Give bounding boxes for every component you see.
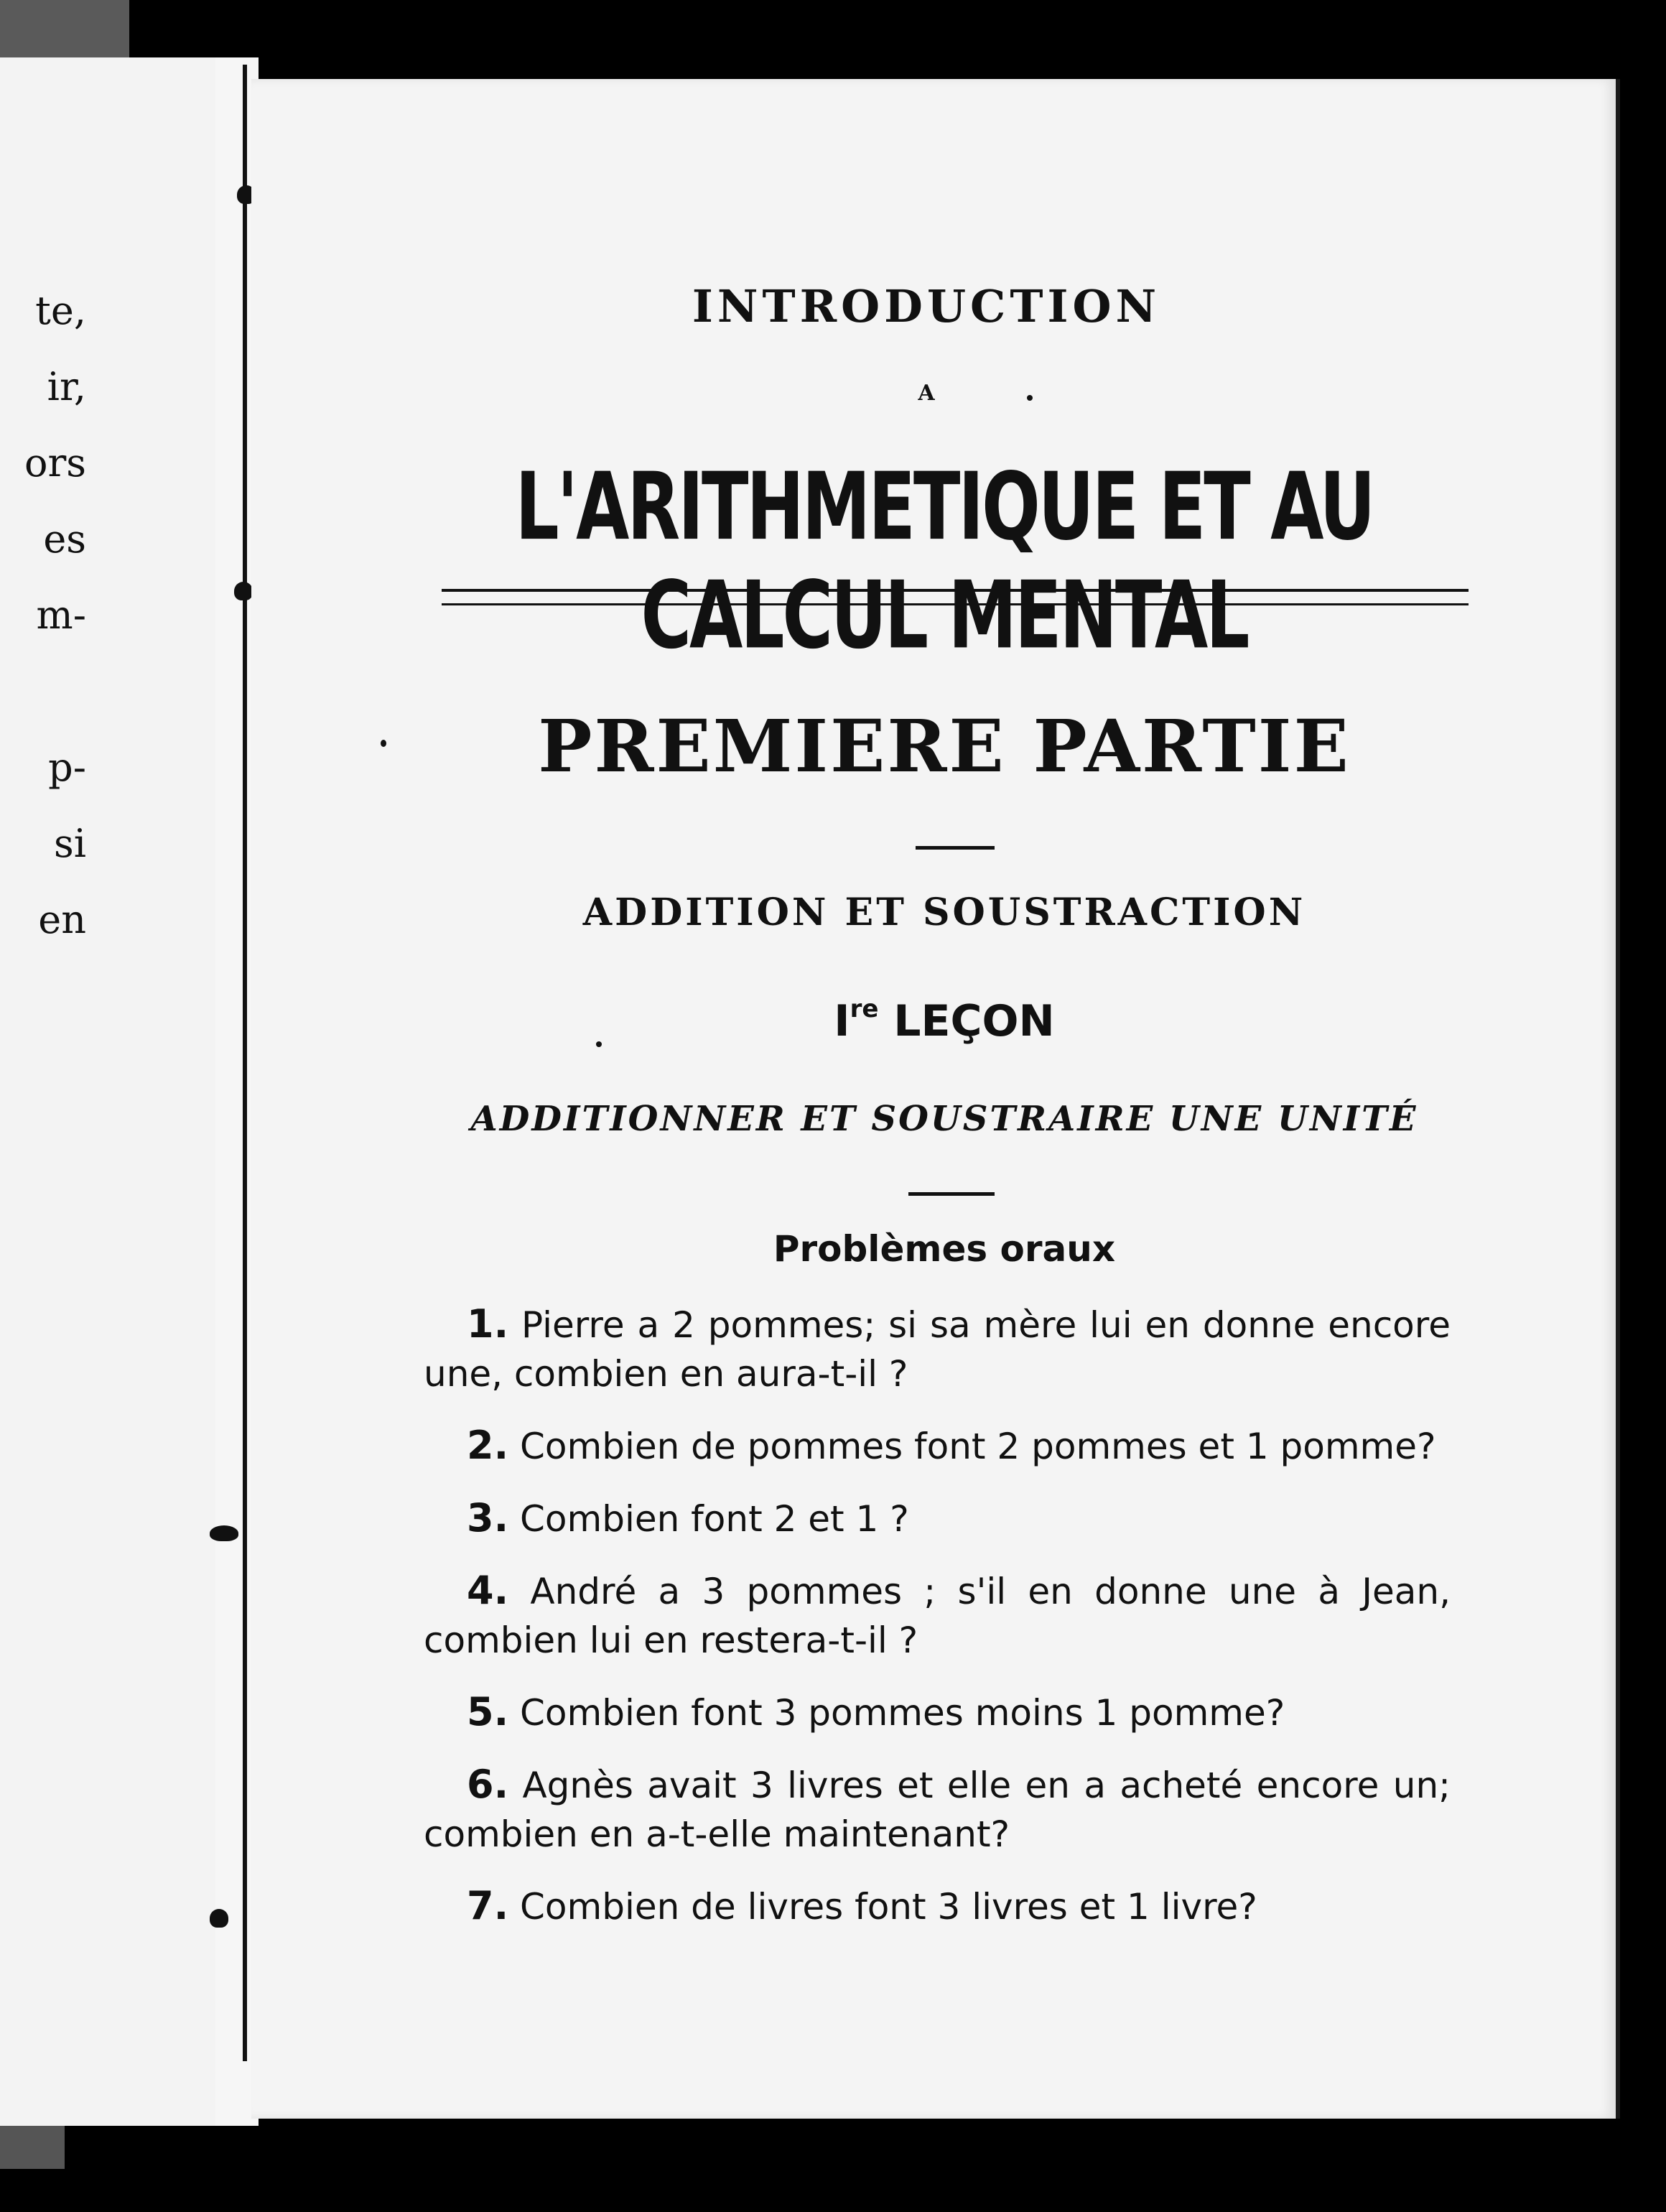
introduction-heading: INTRODUCTION (692, 280, 1161, 333)
problem-item (424, 1421, 1451, 1471)
left-fragment: ors (24, 440, 86, 485)
lesson-subtitle: ADDITIONNER ET SOUSTRAIRE UNE UNITÉ (470, 1099, 1418, 1139)
subtitle-divider (908, 1192, 995, 1196)
book-page (251, 79, 1620, 2119)
left-fragment: te, (35, 288, 86, 333)
problem-list (424, 1300, 1451, 1954)
problems-heading: Problèmes oraux (773, 1228, 1116, 1270)
left-fragment: si (54, 821, 86, 866)
problem-number: 4. (467, 1568, 509, 1613)
problem-item (424, 1300, 1451, 1398)
problem-number: 7. (467, 1883, 509, 1928)
problem-text: André a 3 pommes ; s'il en donne une à Jean, combien lui en restera-t-il ? (424, 1571, 1451, 1661)
ink-speck (1027, 395, 1033, 401)
ink-speck (596, 1041, 602, 1047)
lesson-title (431, 995, 1458, 1046)
ink-speck (381, 740, 386, 747)
binding-stitch (210, 1525, 238, 1541)
problem-number: 2. (467, 1423, 509, 1468)
left-fragment: ir, (47, 364, 86, 409)
binding-stitch (234, 582, 253, 600)
problem-number: 1. (467, 1301, 509, 1347)
problem-number: 3. (467, 1495, 509, 1540)
problem-text: Pierre a 2 pommes; si sa mère lui en donne encore une, combien en aura-t-il ? (424, 1304, 1451, 1395)
left-fragment: m- (36, 592, 86, 638)
title-rule-top (442, 589, 1469, 592)
problem-item (424, 1688, 1451, 1737)
left-fragment: p- (48, 745, 86, 790)
lesson-suffix: re (850, 995, 879, 1023)
a-connector: A (918, 381, 935, 406)
left-fragment (0, 654, 86, 730)
problem-number: 6. (467, 1762, 509, 1807)
problem-item (424, 1494, 1451, 1543)
problem-text: Combien font 3 pommes moins 1 pomme? (520, 1692, 1285, 1734)
part-title: PREMIERE PARTIE (538, 704, 1351, 789)
problem-item (424, 1882, 1451, 1931)
main-title: L'ARITHMETIQUE ET AU CALCUL MENTAL (515, 452, 1374, 670)
problem-text: Combien de livres font 3 livres et 1 livre? (520, 1886, 1257, 1928)
binding-line (243, 65, 247, 2061)
problem-text: Combien de pommes font 2 pommes et 1 pomme? (520, 1426, 1436, 1467)
left-page-text-fragments (0, 273, 86, 958)
scan-edge-mark (0, 0, 129, 57)
binding-stitch (210, 1909, 228, 1928)
left-fragment: es (43, 516, 86, 562)
part-divider (916, 846, 995, 850)
title-rule-bottom (442, 603, 1469, 605)
problem-number: 5. (467, 1689, 509, 1734)
scan-corner-mark (0, 2126, 65, 2169)
section-title: ADDITION ET SOUSTRACTION (582, 891, 1306, 934)
lesson-number: I (834, 996, 850, 1046)
left-facing-page (0, 57, 240, 2126)
left-fragment: en (38, 897, 86, 942)
problem-text: Agnès avait 3 livres et elle en a acheté encore un; combien en a-t-elle maintenant? (424, 1765, 1451, 1855)
lesson-word: LEÇON (878, 996, 1055, 1046)
problem-item (424, 1566, 1451, 1665)
problem-text: Combien font 2 et 1 ? (520, 1498, 909, 1540)
problem-item (424, 1760, 1451, 1859)
